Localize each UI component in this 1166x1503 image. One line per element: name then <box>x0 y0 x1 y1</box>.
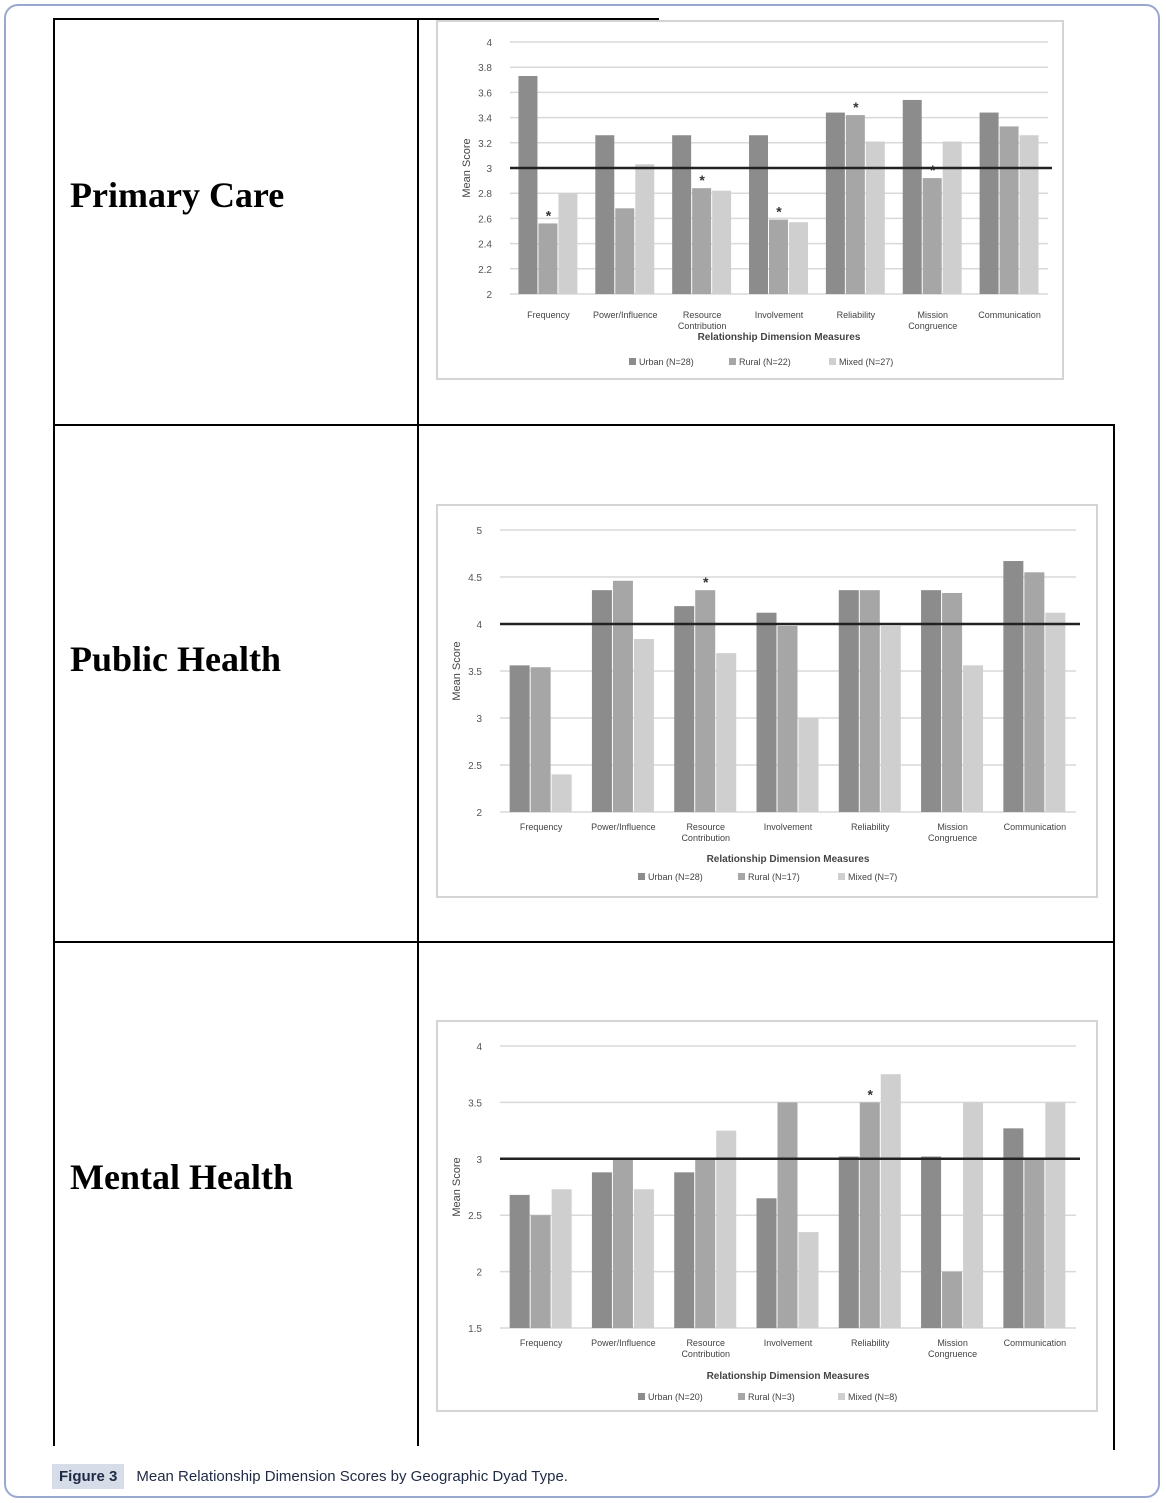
bar-rural-n-22-frequency <box>538 223 557 294</box>
x-category-label: Resource Contribution <box>677 310 727 331</box>
figure-caption-text: Mean Relationship Dimension Scores by Geographic Dyad Type. <box>136 1468 568 1485</box>
bar-urban-n-20-power-influence <box>592 1172 612 1328</box>
bar-urban-n-28-resource-contribution <box>672 135 691 294</box>
bar-mixed-n-27-power-influence <box>635 164 654 294</box>
bar-rural-n-3-involvement <box>778 1102 798 1328</box>
bar-mixed-n-8-power-influence <box>634 1189 654 1328</box>
bar-mixed-n-8-communication <box>1045 1102 1065 1328</box>
x-category-label: Power/Influence <box>591 1338 656 1348</box>
left-border <box>53 18 55 1446</box>
bar-urban-n-28-involvement <box>757 613 777 812</box>
bar-mixed-n-8-frequency <box>552 1189 572 1328</box>
y-tick-label: 1.5 <box>468 1324 482 1335</box>
x-category-label: Frequency <box>519 1338 563 1348</box>
bar-mixed-n-8-reliability <box>881 1074 901 1328</box>
bar-urban-n-20-frequency <box>510 1195 530 1328</box>
significance-marker: * <box>853 99 859 116</box>
bar-urban-n-28-mission-congruence <box>903 100 922 294</box>
legend-swatch-rural-n-3 <box>738 1393 745 1400</box>
legend-label-urban-n-28: Urban (N=28) <box>648 872 703 882</box>
chart-mental-health <box>436 1020 1098 1412</box>
bar-rural-n-22-involvement <box>769 220 788 294</box>
bar-urban-n-20-reliability <box>839 1157 859 1328</box>
legend-label-mixed-n-27: Mixed (N=27) <box>839 357 894 367</box>
y-tick-label: 2.4 <box>478 239 492 251</box>
bar-rural-n-17-communication <box>1024 572 1044 812</box>
x-category-label: Involvement <box>763 822 813 832</box>
bar-mixed-n-27-reliability <box>866 142 885 294</box>
legend-swatch-urban-n-28 <box>638 873 645 880</box>
y-tick-label: 2 <box>476 1267 482 1279</box>
y-tick-label: 2.2 <box>478 264 492 276</box>
bar-rural-n-3-communication <box>1024 1159 1044 1328</box>
chart-primary-care-svg <box>438 22 1066 382</box>
legend-swatch-rural-n-22 <box>729 358 736 365</box>
chart-public-health <box>436 504 1098 898</box>
bar-rural-n-3-resource-contribution <box>695 1159 715 1328</box>
x-category-label: Involvement <box>754 310 804 320</box>
x-category-label: Mission Congruence <box>928 1338 978 1359</box>
x-category-label: Communication <box>978 310 1041 320</box>
legend-swatch-urban-n-20 <box>638 1393 645 1400</box>
x-category-label: Frequency <box>519 822 563 832</box>
y-axis-title: Mean Score <box>451 641 463 701</box>
y-tick-label: 4 <box>476 620 482 631</box>
y-tick-label: 3.4 <box>478 113 492 125</box>
row-divider-2 <box>53 941 1115 943</box>
bar-mixed-n-27-communication <box>1020 135 1039 294</box>
x-category-label: Resource Contribution <box>681 822 730 843</box>
row-label-mental-health: Mental Health <box>70 1157 293 1197</box>
bar-urban-n-28-power-influence <box>595 135 614 294</box>
bar-rural-n-3-power-influence <box>613 1159 633 1328</box>
bar-rural-n-22-power-influence <box>615 208 634 294</box>
bar-urban-n-20-involvement <box>757 1198 777 1328</box>
row-label-primary-care: Primary Care <box>70 175 285 215</box>
x-category-label: Mission Congruence <box>908 310 958 331</box>
bar-rural-n-22-mission-congruence <box>923 178 942 294</box>
y-tick-label: 3 <box>486 164 492 175</box>
row-label-public-health: Public Health <box>70 639 282 679</box>
y-tick-label: 4 <box>476 1042 482 1053</box>
bar-rural-n-22-communication <box>1000 126 1019 294</box>
y-tick-label: 2.5 <box>468 761 482 772</box>
bar-mixed-n-7-frequency <box>552 774 572 812</box>
bar-rural-n-22-reliability <box>846 115 865 294</box>
significance-marker: * <box>545 207 552 224</box>
chart-mental-health-svg <box>438 1022 1100 1414</box>
bar-urban-n-20-resource-contribution <box>674 1172 694 1328</box>
bar-rural-n-3-reliability <box>860 1102 880 1328</box>
column-divider <box>417 18 419 1446</box>
y-axis-title: Mean Score <box>451 1157 463 1217</box>
y-tick-label: 2.5 <box>468 1211 482 1223</box>
bar-mixed-n-27-involvement <box>789 222 808 294</box>
legend-label-rural-n-22: Rural (N=22) <box>739 357 791 367</box>
x-category-label: Reliability <box>851 1338 890 1348</box>
bar-urban-n-28-communication <box>1003 561 1023 812</box>
bar-mixed-n-8-involvement <box>799 1232 819 1328</box>
bar-rural-n-17-involvement <box>778 626 798 812</box>
bar-rural-n-3-mission-congruence <box>942 1272 962 1328</box>
legend-swatch-mixed-n-7 <box>838 873 845 880</box>
y-tick-label: 3.8 <box>478 63 492 75</box>
x-category-label: Power/Influence <box>591 822 656 832</box>
significance-marker: * <box>867 1086 874 1103</box>
y-axis-title: Mean Score <box>461 138 473 198</box>
x-category-label: Communication <box>1003 822 1067 832</box>
significance-marker: * <box>776 203 782 220</box>
bar-mixed-n-7-power-influence <box>634 639 654 812</box>
chart-public-health-svg <box>438 506 1100 900</box>
y-tick-label: 3.5 <box>468 667 482 678</box>
bar-mixed-n-27-mission-congruence <box>943 142 962 294</box>
bar-rural-n-17-frequency <box>531 667 551 812</box>
bar-mixed-n-7-involvement <box>799 718 819 812</box>
y-tick-label: 2 <box>476 808 482 819</box>
x-axis-title: Relationship Dimension Measures <box>706 854 870 865</box>
chart-primary-care <box>436 20 1064 380</box>
legend-label-mixed-n-7: Mixed (N=7) <box>848 872 898 882</box>
y-tick-label: 2.8 <box>478 189 492 201</box>
bar-rural-n-3-frequency <box>531 1215 551 1328</box>
bar-rural-n-17-power-influence <box>613 581 633 812</box>
legend-swatch-mixed-n-27 <box>829 358 836 365</box>
legend-swatch-rural-n-17 <box>738 873 745 880</box>
y-tick-label: 4 <box>486 38 492 49</box>
legend-label-urban-n-28: Urban (N=28) <box>639 357 694 367</box>
y-tick-label: 3.5 <box>468 1098 482 1110</box>
bar-rural-n-17-mission-congruence <box>942 593 962 812</box>
x-category-label: Mission Congruence <box>928 822 978 843</box>
figure-caption <box>52 1463 568 1490</box>
y-tick-label: 3.6 <box>478 88 492 100</box>
bar-mixed-n-8-mission-congruence <box>963 1102 983 1328</box>
y-tick-label: 2.6 <box>478 214 492 226</box>
x-category-label: Communication <box>1003 1338 1067 1348</box>
bar-urban-n-28-frequency <box>518 76 537 294</box>
bar-mixed-n-7-communication <box>1045 613 1065 812</box>
bar-mixed-n-27-frequency <box>558 193 577 294</box>
bar-mixed-n-8-resource-contribution <box>716 1131 736 1328</box>
y-tick-label: 3 <box>476 714 482 725</box>
x-axis-title: Relationship Dimension Measures <box>697 332 861 343</box>
y-tick-label: 5 <box>476 526 482 537</box>
bar-mixed-n-7-mission-congruence <box>963 665 983 812</box>
bar-urban-n-28-communication <box>980 113 999 294</box>
bar-urban-n-28-frequency <box>510 665 530 812</box>
bar-mixed-n-27-resource-contribution <box>712 191 731 294</box>
bar-urban-n-20-mission-congruence <box>921 1157 941 1328</box>
bar-urban-n-28-involvement <box>749 135 768 294</box>
y-tick-label: 3.2 <box>478 138 492 150</box>
bar-rural-n-22-resource-contribution <box>692 188 711 294</box>
x-category-label: Resource Contribution <box>681 1338 730 1359</box>
legend-label-rural-n-17: Rural (N=17) <box>748 872 800 882</box>
bar-urban-n-28-reliability <box>826 113 845 294</box>
legend-label-urban-n-20: Urban (N=20) <box>648 1392 703 1402</box>
x-category-label: Frequency <box>527 310 570 320</box>
legend-label-rural-n-3: Rural (N=3) <box>748 1392 795 1402</box>
legend-swatch-mixed-n-8 <box>838 1393 845 1400</box>
bar-urban-n-28-resource-contribution <box>674 606 694 812</box>
significance-marker: * <box>929 162 936 179</box>
x-category-label: Reliability <box>836 310 876 320</box>
y-tick-label: 3 <box>476 1154 482 1166</box>
x-category-label: Reliability <box>851 822 890 832</box>
x-category-label: Involvement <box>763 1338 813 1348</box>
figure-label: Figure 3 <box>52 1464 124 1489</box>
right-border <box>1113 424 1115 1450</box>
x-axis-title: Relationship Dimension Measures <box>706 1371 870 1382</box>
significance-marker: * <box>702 574 709 591</box>
significance-marker: * <box>699 172 705 189</box>
bar-mixed-n-7-reliability <box>881 626 901 812</box>
legend-label-mixed-n-8: Mixed (N=8) <box>848 1392 898 1402</box>
row-divider-1 <box>53 424 1115 426</box>
x-category-label: Power/Influence <box>593 310 658 320</box>
legend-swatch-urban-n-28 <box>629 358 636 365</box>
y-tick-label: 4.5 <box>468 573 482 584</box>
y-tick-label: 2 <box>486 290 492 301</box>
bar-mixed-n-7-resource-contribution <box>716 653 736 812</box>
